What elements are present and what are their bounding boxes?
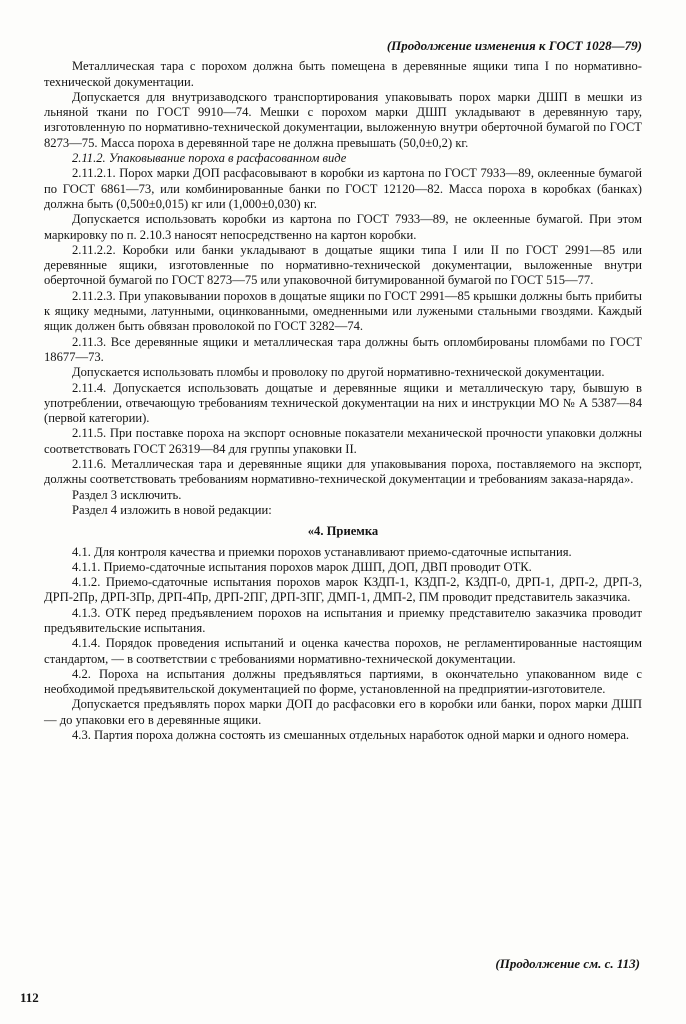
paragraph: Металлическая тара с порохом должна быть помещена в деревянные ящики типа I по нормативно-технической документации. (44, 59, 642, 89)
paragraph: 2.11.4. Допускается использовать дощатые и деревянные ящики и металлическую тару, бывшую в употреблении, отвечающую требованиям технической документации на них и инструкции МО № А 5387—84 (первой категории). (44, 380, 642, 426)
paragraph: Допускается для внутризаводского транспортирования упаковывать порох марки ДШП в мешки из льняной ткани по ГОСТ 9910—74. Мешки с порохом марки ДШП укладывают в деревянную тару, изготовленную по нормативно-технической документации, выложенную внутри оберточной бумагой по ГОСТ 8273—75. Масса пороха в деревянной таре не должна превышать (50,0±0,2) кг. (44, 89, 642, 150)
paragraph: 4.1.3. ОТК перед предъявлением порохов на испытания и приемку представителю заказчика проводит предъявительские испытания. (44, 605, 642, 635)
paragraph: Раздел 3 исключить. (72, 487, 182, 502)
paragraph: 4.1. Для контроля качества и приемки порохов устанавливают приемо-сдаточные испытания. (72, 544, 572, 559)
footer-continuation: (Продолжение см. с. 113) (495, 956, 640, 971)
paragraph: 2.11.5. При поставке пороха на экспорт основные показатели механической прочности упаковки должны соответствовать ГОСТ 26319—84 для группы упаковки II. (44, 426, 642, 456)
paragraph: 2.11.2.1. Порох марки ДОП расфасовывают в коробки из картона по ГОСТ 7933—89, оклеенные бумагой по ГОСТ 6861—73, или комбинированные банки по ГОСТ 12120—82. Масса пороха в коробках (банках) должна быть (0,500±0,015) кг или (1,000±0,030) кг. (44, 166, 642, 211)
paragraph: 2.11.2.2. Коробки или банки укладывают в дощатые ящики типа I или II по ГОСТ 2991—85 или деревянные ящики, изготовленные по нормативно-технической документации, выложенные внутри оберточной бумагой по ГОСТ 8273—75 или упаковочной битумированной бумагой по ГОСТ 515—77. (44, 242, 642, 288)
paragraph: Раздел 4 изложить в новой редакции: (72, 502, 272, 517)
paragraph: 4.1.1. Приемо-сдаточные испытания порохов марок ДШП, ДОП, ДВП проводит ОТК. (72, 559, 532, 574)
paragraph: 2.11.2.3. При упаковывании порохов в дощатые ящики по ГОСТ 2991—85 крышки должны быть прибиты к ящику медными, латунными, оцинкованными, омедненными или лужеными стальными гвоздями. Каждый ящик должен быть обвязан проволокой по ГОСТ 3282—74. (44, 288, 642, 334)
section-heading: «4. Приемка (307, 524, 379, 539)
paragraph: 4.1.2. Приемо-сдаточные испытания порохов марок КЗДП-1, КЗДП-2, КЗДП-0, ДРП-1, ДРП-2, ДРП-3, ДРП-2Пр, ДРП-3Пр, ДРП-4Пр, ДРП-2ПГ, ДРП-3ПГ, ДМП-1, ДМП-2, ПМ проводит представитель заказчика. (44, 575, 642, 605)
paragraph: Допускается использовать коробки из картона по ГОСТ 7933—89, не оклеенные бумагой. При этом маркировку по п. 2.10.3 наносят непосредственно на картон коробки. (44, 212, 642, 242)
paragraph: Допускается использовать пломбы и проволоку по другой нормативно-технической документации. (72, 365, 605, 380)
page-number: 112 (20, 990, 39, 1005)
paragraph: 4.2. Пороха на испытания должны предъявляться партиями, в окончательно упакованном виде с необходимой предъявительской документацией по форме, установленной на предприятии-изготовителе. (44, 666, 642, 697)
paragraph: 4.1.4. Порядок проведения испытаний и оценка качества порохов, не регламентированные настоящим стандартом, — в соответствии с требованиями нормативно-технической документации. (44, 636, 642, 666)
subsection-title: 2.11.2. Упаковывание пороха в расфасованном виде (72, 151, 347, 166)
paragraph: 2.11.6. Металлическая тара и деревянные ящики для упаковывания пороха, поставляемого на экспорт, должны соответствовать требованиям нормативно-технической документации и требованиям заказа-наряда». (44, 457, 642, 487)
header-continuation: (Продолжение изменения к ГОСТ 1028—79) (386, 38, 642, 53)
paragraph: 2.11.3. Все деревянные ящики и металлическая тара должны быть опломбированы пломбами по ГОСТ 18677—73. (44, 334, 642, 364)
paragraph: Допускается предъявлять порох марки ДОП до расфасовки его в коробки или банки, порох марки ДШП — до упаковки его в деревянные ящики. (44, 697, 642, 727)
paragraph: 4.3. Партия пороха должна состоять из смешанных отдельных наработок одной марки и одного номера. (72, 728, 630, 743)
